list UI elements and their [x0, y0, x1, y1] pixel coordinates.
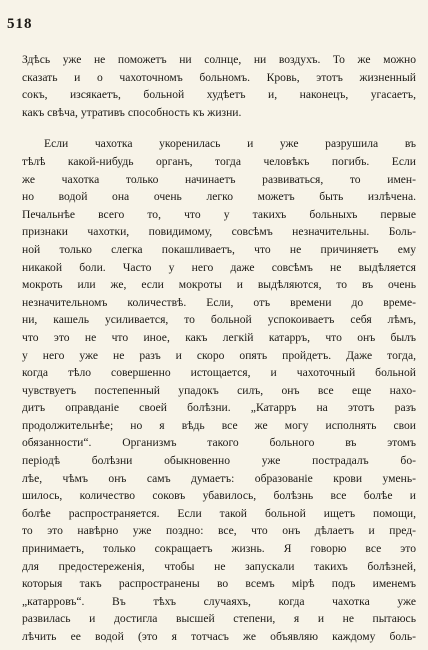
text-line: развилась и достигла высшей степени, я и не пытаюсь — [22, 612, 416, 626]
text-line: незначительномъ количествѣ. Если, отъ времени до време- — [22, 295, 416, 309]
text-line: ни, кашель усиливается, то больной успокоиваетъ себя лѣмъ, — [22, 313, 416, 327]
text-line: для предостереженія, чтобы не запускали такихъ болѣзней, — [22, 559, 416, 573]
text-line: дитъ оправданіе своей болѣзни. „Катарръ на этотъ разъ — [22, 401, 416, 415]
text-line: мокроть или же, если мокроты и выдѣляются, то въ очень — [22, 278, 416, 292]
text-line: періодѣ болѣзни обыкновенно уже пострадалъ бо- — [22, 454, 416, 468]
text-line: лѣе, чѣмъ онъ самъ думаетъ: образованіе крови умень- — [22, 471, 416, 485]
text-line: у него уже не разъ и скоро опять пройдетъ. Даже тогда, — [22, 348, 416, 362]
text-line: когда тѣло совершенно истощается, и чахоточный больной — [22, 366, 416, 380]
text-line: же чахотка только начинаетъ развиваться, то имен- — [22, 172, 416, 186]
text-line: сокъ, изсякаетъ, больной худѣетъ и, наконецъ, угасаетъ, — [22, 88, 416, 102]
text-line: Печальнѣе всего то, что у такихъ больныхъ первые — [22, 207, 416, 221]
text-line: лѣчить ее водой (это я тотчасъ же объявляю каждому боль- — [22, 630, 416, 643]
text-line: чувствуетъ постепенный упадокъ силъ, онъ все еще нахо- — [22, 383, 416, 397]
text-line: признаки чахотки, повидимому, совсѣмъ незначительны. Боль- — [22, 225, 416, 239]
text-line: то это навѣрно уже поздно: все, что онъ дѣлаетъ и пред- — [22, 524, 416, 538]
text-line: какъ свѣча, утративъ способность къ жизни. — [22, 105, 242, 119]
text-line: но водой она очень легко можетъ быть излѣчена. — [22, 190, 416, 204]
paragraph-2 — [22, 135, 416, 645]
body-text — [22, 51, 416, 646]
paragraph-gap — [22, 121, 416, 135]
text-line: ной только слегка покашливаетъ, что не причиняетъ ему — [22, 242, 416, 256]
text-line: „катарровъ“. Въ тѣхъ случаяхъ, когда чахотка уже — [22, 594, 416, 608]
text-line: сказать и о чахоточномъ больномъ. Кровь, этотъ жизненный — [22, 70, 416, 84]
paragraph-1 — [22, 51, 416, 121]
text-line: продолжительнѣе; но я вѣдь все же могу исполнять свои — [22, 418, 416, 432]
text-line: которыя такъ распространены во всемъ мірѣ подъ именемъ — [22, 577, 416, 591]
text-line: обязанности“. Организмъ такого больного въ этомъ — [22, 436, 416, 450]
text-line: что это не что иное, какъ легкій катарръ, что онъ былъ — [22, 330, 416, 344]
text-line: болѣе распространяется. Если такой больной ищетъ помощи, — [22, 506, 416, 520]
text-line: Здѣсь уже не поможетъ ни солнце, ни воздухъ. То же можно — [22, 53, 416, 66]
text-line: шилось, количество соковъ убавилось, болѣзнь все болѣе и — [22, 489, 416, 503]
text-line: тѣлѣ какой-нибудь органъ, тогда человѣкъ погибъ. Если — [22, 154, 416, 168]
text-line: принимаетъ, только сокращаетъ жизнь. Я говорю все это — [22, 542, 416, 556]
text-line: никакой боли. Часто у него даже совсѣмъ не выдѣляется — [22, 260, 416, 274]
text-line: Если чахотка укоренилась и уже разрушила въ — [44, 137, 416, 151]
page-number: 518 — [7, 16, 33, 32]
